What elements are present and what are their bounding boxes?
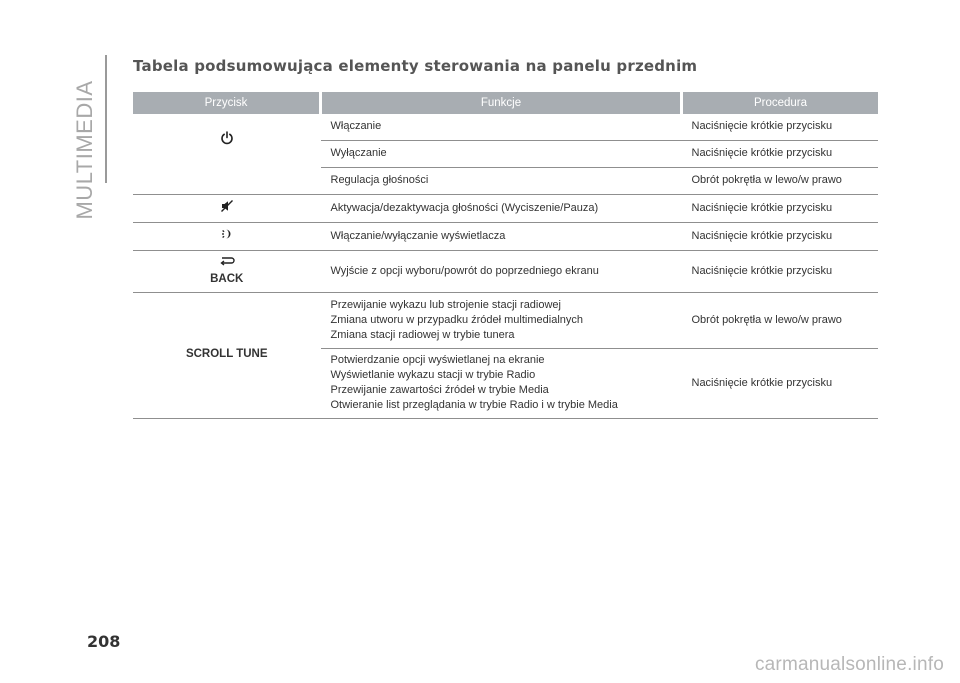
procedure-cell: Naciśnięcie krótkie przycisku [682, 250, 879, 292]
scroll-tune-button-cell [133, 292, 321, 418]
display-icon [220, 227, 234, 246]
table-row [133, 250, 878, 292]
table-row [133, 292, 878, 348]
procedure-cell: Naciśnięcie krótkie przycisku [682, 140, 879, 167]
function-cell: Wyłączanie [321, 140, 682, 167]
function-line: Zmiana utworu w przypadku źródeł multimedialnych [330, 313, 583, 326]
function-line: Otwieranie list przeglądania w trybie Radio i w trybie Media [330, 399, 618, 411]
table-row [133, 222, 878, 250]
function-cell: Włączanie/wyłączanie wyświetlacza [321, 222, 682, 250]
table-row [133, 194, 878, 222]
mute-icon [220, 199, 234, 218]
table-row [133, 114, 878, 140]
mute-button-cell [133, 194, 321, 222]
power-icon [220, 131, 234, 150]
function-line: Przewijanie zawartości źródeł w trybie Media [330, 384, 549, 396]
function-cell: Włączanie [321, 114, 682, 140]
back-arrow-icon [219, 256, 235, 272]
procedure-cell: Naciśnięcie krótkie przycisku [682, 194, 879, 222]
watermark-link[interactable]: carmanualsonline.info [754, 654, 944, 675]
procedure-cell: Naciśnięcie krótkie przycisku [682, 348, 879, 418]
section-label-text: MULTIMEDIA [72, 80, 97, 220]
page-number: 208 [87, 632, 121, 651]
controls-table [133, 92, 878, 419]
power-button-cell [133, 114, 321, 194]
scroll-tune-label: SCROLL TUNE [185, 348, 268, 360]
function-line: Potwierdzanie opcji wyświetlanej na ekranie [330, 354, 545, 366]
function-cell [321, 348, 682, 418]
back-button-cell [133, 250, 321, 292]
table-header-row [133, 92, 878, 114]
function-cell: Wyjście z opcji wyboru/powrót do poprzedniego ekranu [321, 250, 682, 292]
header-procedure: Procedura [682, 92, 879, 114]
side-divider [105, 55, 107, 183]
header-functions: Funkcje [321, 92, 682, 114]
header-button: Przycisk [133, 92, 321, 114]
section-side-label [70, 80, 100, 220]
back-button-label: BACK [210, 272, 244, 285]
function-line: Zmiana stacji radiowej w trybie tunera [330, 328, 515, 341]
function-cell: Regulacja głośności [321, 167, 682, 194]
function-cell: Aktywacja/dezaktywacja głośności (Wyciszenie/Pauza) [321, 194, 682, 222]
function-line: Wyświetlanie wykazu stacji w trybie Radio [330, 369, 536, 381]
page-title: Tabela podsumowująca elementy sterowania na panelu przednim [133, 57, 698, 75]
procedure-cell: Obrót pokrętła w lewo/w prawo [682, 292, 879, 348]
procedure-cell: Obrót pokrętła w lewo/w prawo [682, 167, 879, 194]
display-button-cell [133, 222, 321, 250]
function-line: Przewijanie wykazu lub strojenie stacji radiowej [330, 298, 561, 311]
procedure-cell: Naciśnięcie krótkie przycisku [682, 114, 879, 140]
procedure-cell: Naciśnięcie krótkie przycisku [682, 222, 879, 250]
function-cell [321, 292, 682, 348]
